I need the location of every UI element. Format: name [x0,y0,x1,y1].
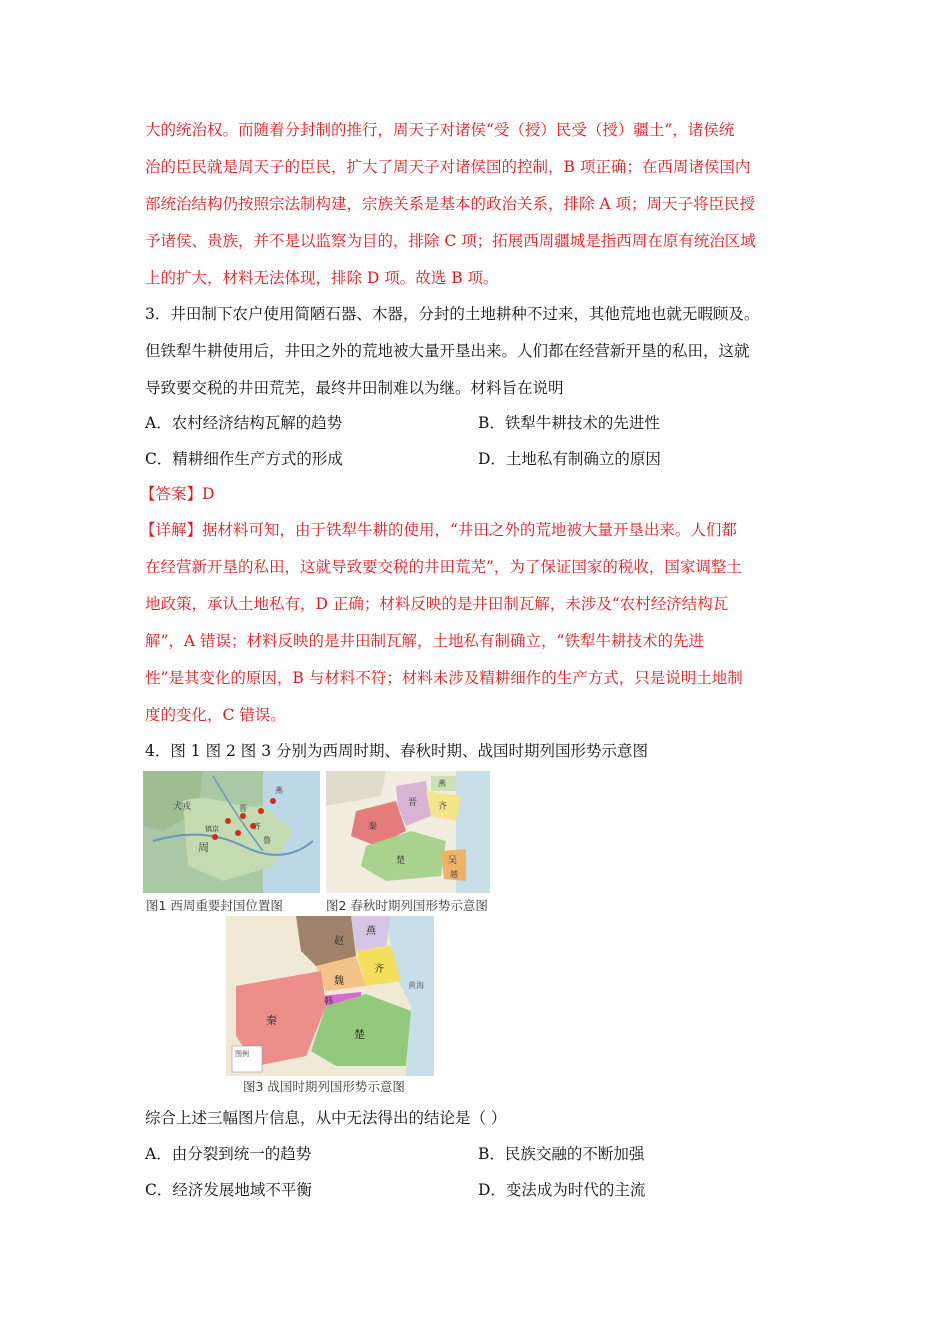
q3-explanation-line: 地政策，承认土地私有，D 正确；材料反映的是井田制瓦解，未涉及“农村经济结构瓦 [145,595,729,613]
q3-explanation-line: 性”是其变化的原因，B 与材料不符；材料未涉及精耕细作的生产方式，只是说明土地制 [145,669,743,687]
fig2-label: 吴 [448,856,458,866]
fig3-label: 燕 [366,926,376,937]
fig1-label: 鲁 [263,836,271,845]
q2-explanation-line: 予诸侯、贵族，并不是以监察为目的，排除 C 项；拓展西周疆城是指西周在原有统治区域 [145,232,756,250]
q3-option-a: A．农村经济结构瓦解的趋势 [145,414,343,432]
q3-option-b: B．铁犁牛耕技术的先进性 [478,414,660,432]
q4-option-d: D．变法成为时代的主流 [478,1181,646,1199]
fig1-label: 镐京 [205,825,219,833]
fig1-label: 燕 [275,786,283,795]
q4-stem: 4．图 1 图 2 图 3 分别为西周时期、春秋时期、战国时期列国形势示意图 [145,742,649,760]
q4-option-c: C．经济发展地域不平衡 [145,1181,312,1199]
fig3-label: 赵 [334,936,344,947]
q3-stem-line: 导致要交税的井田荒芜，最终井田制难以为继。材料旨在说明 [145,379,564,397]
fig1-label: 犬戎 [173,802,192,812]
fig3-label: 魏 [334,976,344,987]
fig2-label: 秦 [368,822,378,832]
fig3-label: 楚 [354,1028,365,1041]
figure-3-caption: 图3 战国时期列国形势示意图 [243,1079,405,1094]
fig3-label: 齐 [374,964,384,975]
fig2-label: 楚 [396,856,406,866]
figure-2-caption: 图2 春秋时期列国形势示意图 [326,898,488,913]
fig2-label: 越 [450,870,458,879]
q2-explanation-line: 上的扩大，材料无法体现，排除 D 项。故选 B 项。 [145,269,499,287]
fig2-label: 齐 [438,802,448,812]
fig1-label: 晋 [239,804,247,813]
q3-answer: 【答案】D [140,485,215,503]
figure-2-map [326,771,490,893]
q3-explanation-line: 度的变化，C 错误。 [145,706,286,724]
figure-1-map [143,771,320,893]
q3-option-c: C．精耕细作生产方式的形成 [145,450,343,468]
fig3-label: 图例 [235,1050,249,1058]
q2-explanation-line: 治的臣民就是周天子的臣民，扩大了周天子对诸侯国的控制，B 项正确；在西周诸侯国内 [145,158,751,176]
fig1-label: 周 [198,841,209,854]
fig3-label: 黄海 [408,981,424,990]
fig2-label: 晋 [408,798,418,808]
q2-explanation-line: 部统治结构仍按照宗法制构建，宗族关系是基本的政治关系，排除 A 项；周天子将臣民授 [145,195,756,213]
q4-option-b: B．民族交融的不断加强 [478,1145,645,1163]
fig2-label: 燕 [438,779,446,788]
q3-stem-line: 但铁犁牛耕使用后，井田之外的荒地被大量开垦出来。人们都在经营新开垦的私田，这就 [145,342,750,360]
q3-explanation-line: 在经营新开垦的私田，这就导致要交税的井田荒芜”，为了保证国家的税收，国家调整土 [145,558,742,576]
figure-1-caption: 图1 西周重要封国位置图 [146,898,283,913]
q3-option-d: D．土地私有制确立的原因 [478,450,661,468]
fig3-label: 秦 [266,1014,277,1027]
q2-explanation-line: 大的统治权。而随着分封制的推行，周天子对诸侯“受（授）民受（授）疆土”，诸侯统 [145,121,735,139]
fig3-label: 韩 [324,997,334,1007]
figure-3-map [226,916,434,1076]
fig1-label: 齐 [253,822,261,831]
q3-stem-line: 3．井田制下农户使用简陋石器、木器，分封的土地耕种不过来，其他荒地也就无暇顾及。 [145,305,760,323]
q4-question: 综合上述三幅图片信息，从中无法得出的结论是（ ） [145,1109,507,1127]
q3-explanation-line: 解”，A 错误；材料反映的是井田制瓦解，土地私有制确立，“铁犁牛耕技术的先进 [145,632,704,650]
q3-explanation-line: 【详解】据材料可知，由于铁犁牛耕的使用，“井田之外的荒地被大量开垦出来。人们都 [140,521,737,539]
q4-option-a: A．由分裂到统一的趋势 [145,1145,312,1163]
